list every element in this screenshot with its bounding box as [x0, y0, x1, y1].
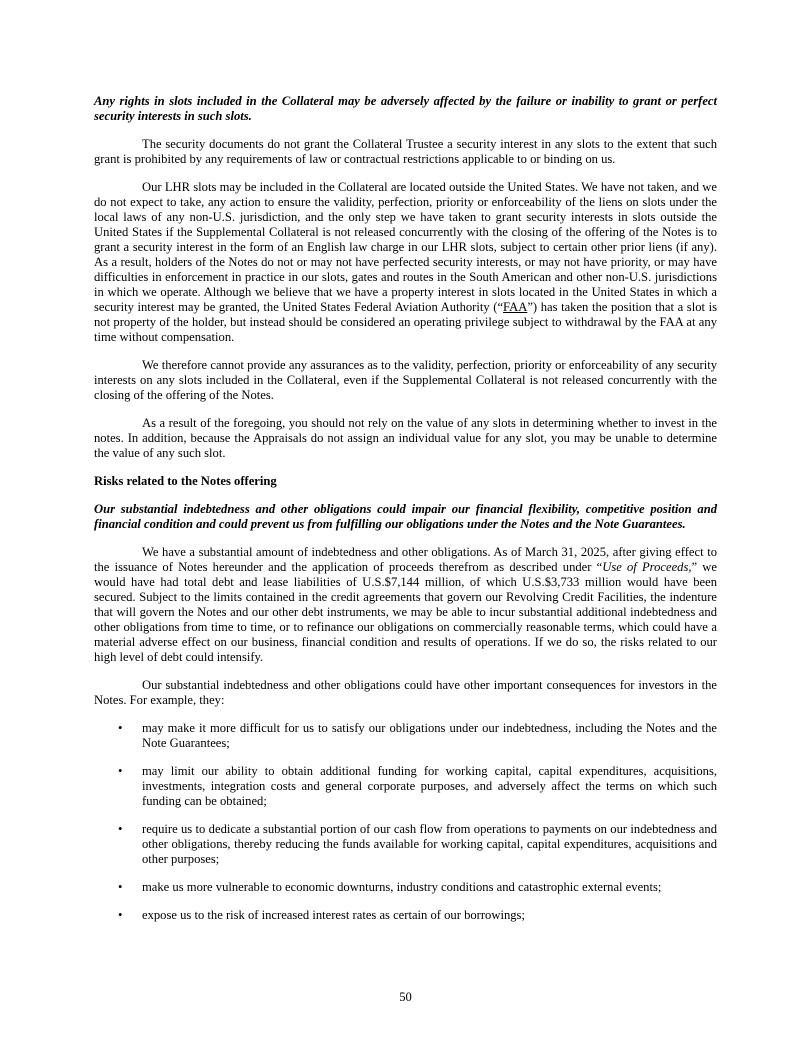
risk-heading-slots: Any rights in slots included in the Collateral may be adversely affected by the failure or inability to grant or perfect security interests in such slots. — [94, 94, 717, 123]
paragraph-consequences: Our substantial indebtedness and other obligations could have other important consequences for investors in the Notes. For example, they: — [94, 678, 717, 707]
paragraph-indebtedness-text-end: ” we would have had total debt and lease liabilities of U.S.$7,144 million, of which U.S.$3,733 million would have been secured. Subject to the limits contained in the credit agreements that govern our Revolving Credit Facilities, the indenture that will govern the Notes and our other debt instruments, we may be able to incur substantial additional indebtedness and other obligations from time to time, or to refinance our obligations on commercially reasonable terms, which could have a material adverse effect on our business, financial condition and results of operations. If we do so, the risks related to our high level of debt could intensify. — [94, 560, 717, 664]
paragraph-foregoing: As a result of the foregoing, you should not rely on the value of any slots in determining whether to invest in the notes. In addition, because the Appraisals do not assign an individual value for any slot, you may be unable to determine the value of any such slot. — [94, 416, 717, 460]
faa-defined-term: FAA — [503, 300, 528, 314]
bullet-icon: • — [118, 764, 123, 778]
bullet-text: expose us to the risk of increased interest rates as certain of our borrowings; — [142, 908, 525, 922]
paragraph-indebtedness — [94, 545, 717, 665]
page-content — [94, 94, 717, 936]
paragraph-indebtedness-text: We have a substantial amount of indebtedness and other obligations. As of March 31, 2025, after giving effect to the issuance of Notes hereunder and the application of proceeds therefrom as described under “ — [94, 545, 717, 574]
bullet-icon: • — [118, 908, 123, 922]
use-of-proceeds-reference: Use of Proceeds, — [602, 560, 692, 574]
list-item — [94, 764, 717, 809]
paragraph-lhr-slots — [94, 180, 717, 345]
list-item — [94, 721, 717, 751]
page-number: 50 — [399, 990, 412, 1004]
bullet-icon: • — [118, 721, 123, 735]
list-item — [94, 822, 717, 867]
bullet-icon: • — [118, 822, 123, 836]
paragraph-lhr-slots-text: Our LHR slots may be included in the Collateral are located outside the United States. We have not taken, and we do not expect to take, any action to ensure the validity, perfection, priority or enforceability of the liens on slots under the local laws of any non-U.S. jurisdiction, and the only step we have taken to grant security interests in slots outside the United States if the Supplemental Collateral is not released concurrently with the closing of the offering of the Notes is to grant a security interest in the form of an English law charge in our LHR slots, subject to certain other prior liens (if any). As a result, holders of the Notes do not or may not have perfected security interests, or may not have priority, or may have difficulties in enforcement in practice in our slots, gates and routes in the South American and other non-U.S. jurisdictions in which we operate. Although we believe that we have a property interest in slots located in the United States in which a security interest may be granted, the United States Federal Aviation Authority (“ — [94, 180, 717, 314]
list-item — [94, 908, 717, 923]
bullet-text: make us more vulnerable to economic downturns, industry conditions and catastrophic external events; — [142, 880, 662, 894]
bullet-text: may make it more difficult for us to satisfy our obligations under our indebtedness, including the Notes and the Note Guarantees; — [142, 721, 717, 750]
bullet-icon: • — [118, 880, 123, 894]
bullet-text: may limit our ability to obtain additional funding for working capital, capital expenditures, acquisitions, investments, integration costs and general corporate purposes, and adversely affect the terms on which such funding can be obtained; — [142, 764, 717, 808]
bullet-text: require us to dedicate a substantial portion of our cash flow from operations to payments on our indebtedness and other obligations, thereby reducing the funds available for working capital, capital expenditures, acquisitions and other purposes; — [142, 822, 717, 866]
paragraph-no-assurances: We therefore cannot provide any assurances as to the validity, perfection, priority or enforceability of any security interests on any slots included in the Collateral, even if the Supplemental Collateral is not released concurrently with the closing of the offering of the Notes. — [94, 358, 717, 402]
consequences-bullet-list — [94, 721, 717, 923]
section-heading-notes-offering: Risks related to the Notes offering — [94, 474, 277, 488]
risk-heading-indebtedness: Our substantial indebtedness and other obligations could impair our financial flexibility, competitive position and financial condition and could prevent us from fulfilling our obligations under the Notes and the Note Guarantees. — [94, 502, 717, 531]
list-item — [94, 880, 717, 895]
paragraph-lhr-slots-text-end: ”) has taken the position that a slot is not property of the holder, but instead should be considered an operating privilege subject to withdrawal by the FAA at any time without compensation. — [94, 300, 718, 344]
paragraph-security-documents: The security documents do not grant the Collateral Trustee a security interest in any slots to the extent that such grant is prohibited by any requirements of law or contractual restrictions applicable to or binding on us. — [94, 137, 717, 166]
